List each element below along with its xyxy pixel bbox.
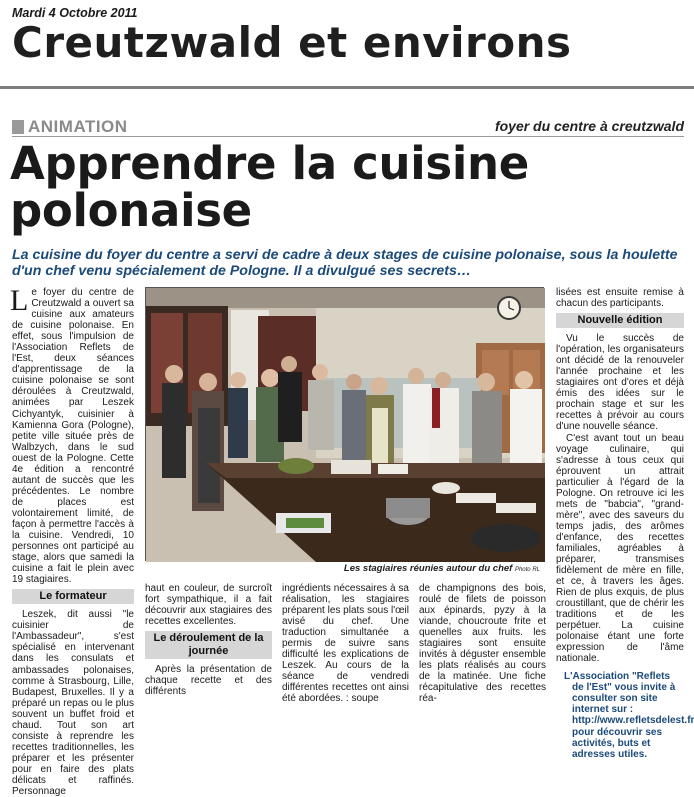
article-column-5 xyxy=(556,287,694,760)
rubric xyxy=(12,117,128,137)
paragraph: Après la présentation de chaque recette et des différents xyxy=(145,664,272,698)
rubric-location: foyer du centre à creutzwald xyxy=(494,118,684,134)
subhead-formateur: Le formateur xyxy=(12,589,134,604)
subhead-nouvelle-edition: Nouvelle édition xyxy=(556,313,684,328)
paragraph xyxy=(10,284,134,586)
association-note xyxy=(556,670,694,761)
photo-credit: Photo RL xyxy=(514,567,540,573)
paragraph: ingrédients nécessaires à sa réalisation, les stagiaires préparent les plats sous l'œil avisé du chef. Une traduction simultanée a permis de suivre sans difficulté les explications de Leszek. Au cours de la séance de vendredi différentes recettes ont ainsi été abordées. : soupe xyxy=(282,583,409,705)
cooking-class-photo xyxy=(146,288,545,562)
association-note-text: L'Association "Reflets de l'Est" vous invite à consulter son site internet sur : http://www.refletsdelest.fr pour découvrir ses activités, buts et adresses utiles. xyxy=(564,670,694,760)
article-lead: La cuisine du foyer du centre a servi de cadre à deux stages de cuisine polonaise, sous la houlette d'un chef venu spécialement de Pologne. Il a divulgué ses secrets… xyxy=(12,247,678,279)
rubric-label: ANIMATION xyxy=(28,117,128,136)
paragraph: Vu le succès de l'opération, les organisateurs ont décidé de la renouveler l'année prochaine et les stagiaires ont d'ores et déjà émis des idées sur le prochain stage et sur les recettes à prévoir au cours d'une nouvelle séance. xyxy=(556,333,684,433)
paragraph: de champignons des bois, roulé de filets de poisson aux épinards, pyzy à la viande, choucroute frite et quenelles aux fruits. les stagiaires sont ensuite invités à déguster ensemble les plats réalisés au cours de la matinée. Une fiche récapitulative des recettes réa- xyxy=(419,583,546,705)
article-column-3 xyxy=(282,583,409,705)
article-photo xyxy=(145,287,544,561)
headline-line-1: Apprendre la cuisine xyxy=(10,137,529,190)
paragraph: haut en couleur, de surcroît fort sympathique, il a fait découvrir aux stagiaires des recettes excellentes. xyxy=(145,583,272,628)
article-column-1 xyxy=(10,284,134,797)
headline-line-2: polonaise xyxy=(10,184,252,237)
subhead-deroulement: Le déroulement de la journée xyxy=(145,631,272,659)
article-column-2 xyxy=(145,583,272,697)
rubric-square-icon xyxy=(12,120,24,134)
section-title: Creutzwald et environs xyxy=(12,18,572,67)
header-rule xyxy=(0,86,694,89)
photo-caption xyxy=(145,563,544,574)
article-column-4 xyxy=(419,583,546,705)
caption-text: Les stagiaires réunies autour du chef xyxy=(343,563,513,574)
paragraph: lisées est ensuite remise à chacun des participants. xyxy=(556,287,684,310)
paragraph: C'est avant tout un beau voyage culinaire, qui s'adresse à tous ceux qui éprouvent un attrait particulier à l'égard de la Pologne. On retrouve ici les mets de "babcia", "grand-mère", avec des saveurs du temps jadis, des arômes d'enfance, des recettes familiales, agréables à préparer, transmises fidèlement de mère en fille, et ce, à travers les âges. Rien de plus exquis, de plus croustillant, que de chérir les traditions et de les perpétuer. La cuisine polonaise étant une forte expression de l'âme nationale. xyxy=(556,432,684,665)
paragraph: Leszek, dit aussi "le cuisinier de l'Ambassadeur", s'est spécialisé en intervenant dans les consulats et ambassades polonaises, comme à Strasbourg, Lille, Budapest, Bruxelles. Il y a préparé un repas ou le plus souvent un buffet froid et chaud. Tout son art consiste à reprendre les recettes traditionnelles, les préparer et les présenter pour en faire des plats délicats et raffinés. Personnage xyxy=(12,609,134,797)
article-headline xyxy=(10,137,610,237)
publication-date: Mardi 4 Octobre 2011 xyxy=(12,6,138,20)
drop-cap: L xyxy=(10,284,29,317)
paragraph-text: e foyer du centre de Creutzwald a ouvert sa cuisine aux amateurs de cuisine polonaise. En effet, sous l'impulsion de l'Association Reflets de l'Est, deux séances d'apprentissage de la cuisine polonaise se sont déroulées à Creutzwald, animées par Leszek Cichyantyk, cuisinier à Kamienna Gora (Pologne), petite ville située près de Walbzych, dans le sud ouest de la Pologne. Cette 4e édition a rencontré autant de succès que les précédentes. Le nombre de places est volontairement limité, de façon à permettre l'accès à la cuisine. Vendredi, 10 personnes ont participé au stage, alors que samedi la cuisine a fait le plein avec 19 stagiaires. xyxy=(12,287,134,586)
